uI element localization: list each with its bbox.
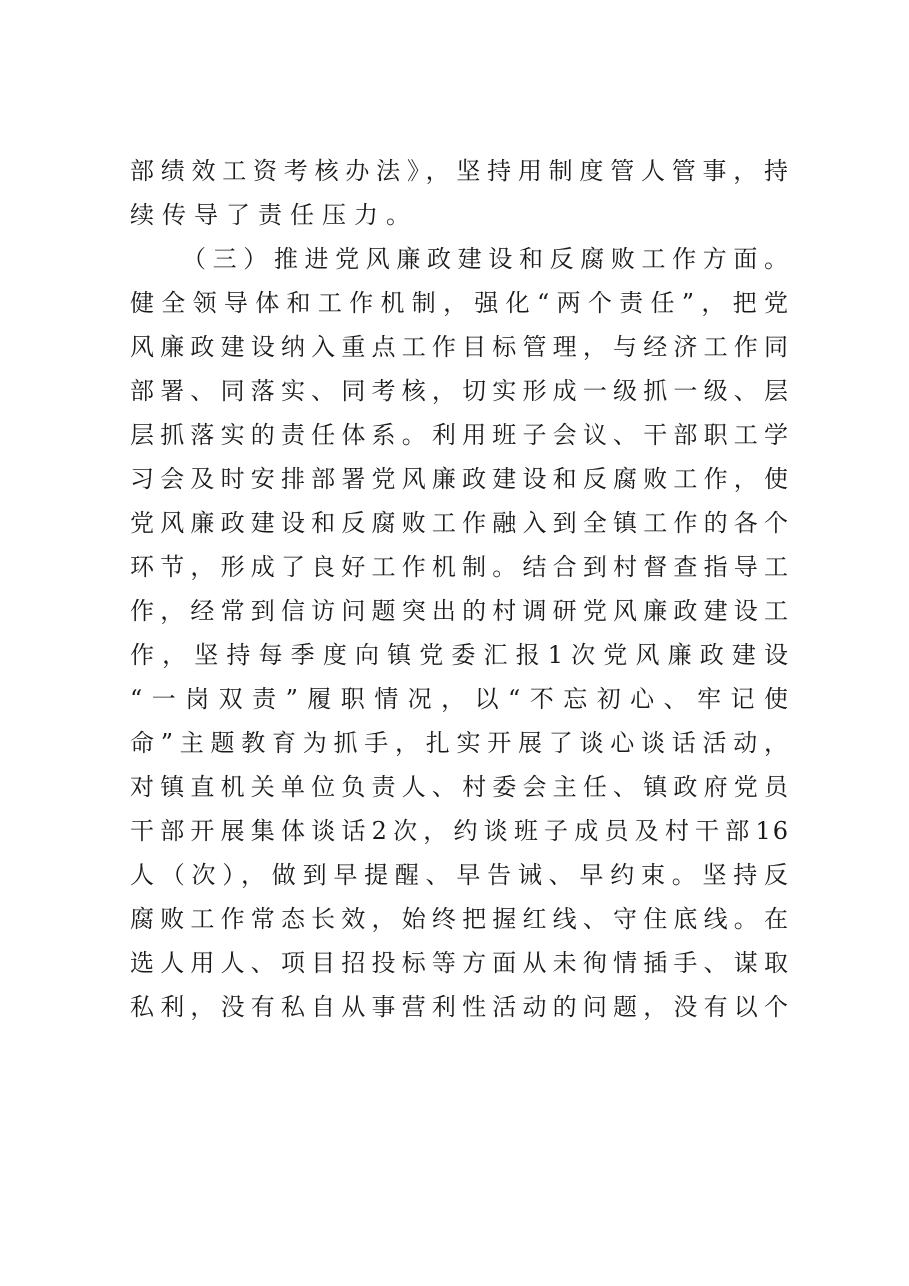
text-line-20: 私利，没有私自从事营利性活动的问题，没有以个 [130,993,790,1021]
text-line-12: 作，坚持每季度向镇党委汇报1次党风廉政建设 [130,641,790,669]
text-line-7: 层抓落实的责任体系。利用班子会议、干部职工学 [130,421,790,449]
text-line-15: 对镇直机关单位负责人、村委会主任、镇政府党员 [130,773,790,801]
text-line-17: 人（次），做到早提醒、早告诫、早约束。坚持反 [130,861,790,889]
text-line-10: 环节，形成了良好工作机制。结合到村督查指导工 [130,553,790,581]
text-line-14: 命”主题教育为抓手，扎实开展了谈心谈话活动， [130,729,790,757]
text-line-5: 风廉政建设纳入重点工作目标管理，与经济工作同 [130,333,790,361]
text-line-13: “一岗双责”履职情况，以“不忘初心、牢记使 [130,685,790,713]
text-line-18: 腐败工作常态长效，始终把握红线、守住底线。在 [130,905,790,933]
text-line-1: 部绩效工资考核办法》，坚持用制度管人管事，持 [130,157,790,185]
text-line-6: 部署、同落实、同考核，切实形成一级抓一级、层 [130,377,790,405]
text-line-8: 习会及时安排部署党风廉政建设和反腐败工作，使 [130,465,790,493]
document-body [130,150,790,1030]
text-line-2: 续传导了责任压力。 [130,201,418,229]
text-line-19: 选人用人、项目招投标等方面从未徇情插手、谋取 [130,949,790,977]
section-heading-line: （三）推进党风廉政建设和反腐败工作方面。 [182,245,790,273]
text-line-11: 作，经常到信访问题突出的村调研党风廉政建设工 [130,597,790,625]
text-line-9: 党风廉政建设和反腐败工作融入到全镇工作的各个 [130,509,790,537]
text-line-4: 健全领导体和工作机制，强化“两个责任”，把党 [130,289,790,317]
text-line-16: 干部开展集体谈话2次，约谈班子成员及村干部16 [130,817,790,845]
